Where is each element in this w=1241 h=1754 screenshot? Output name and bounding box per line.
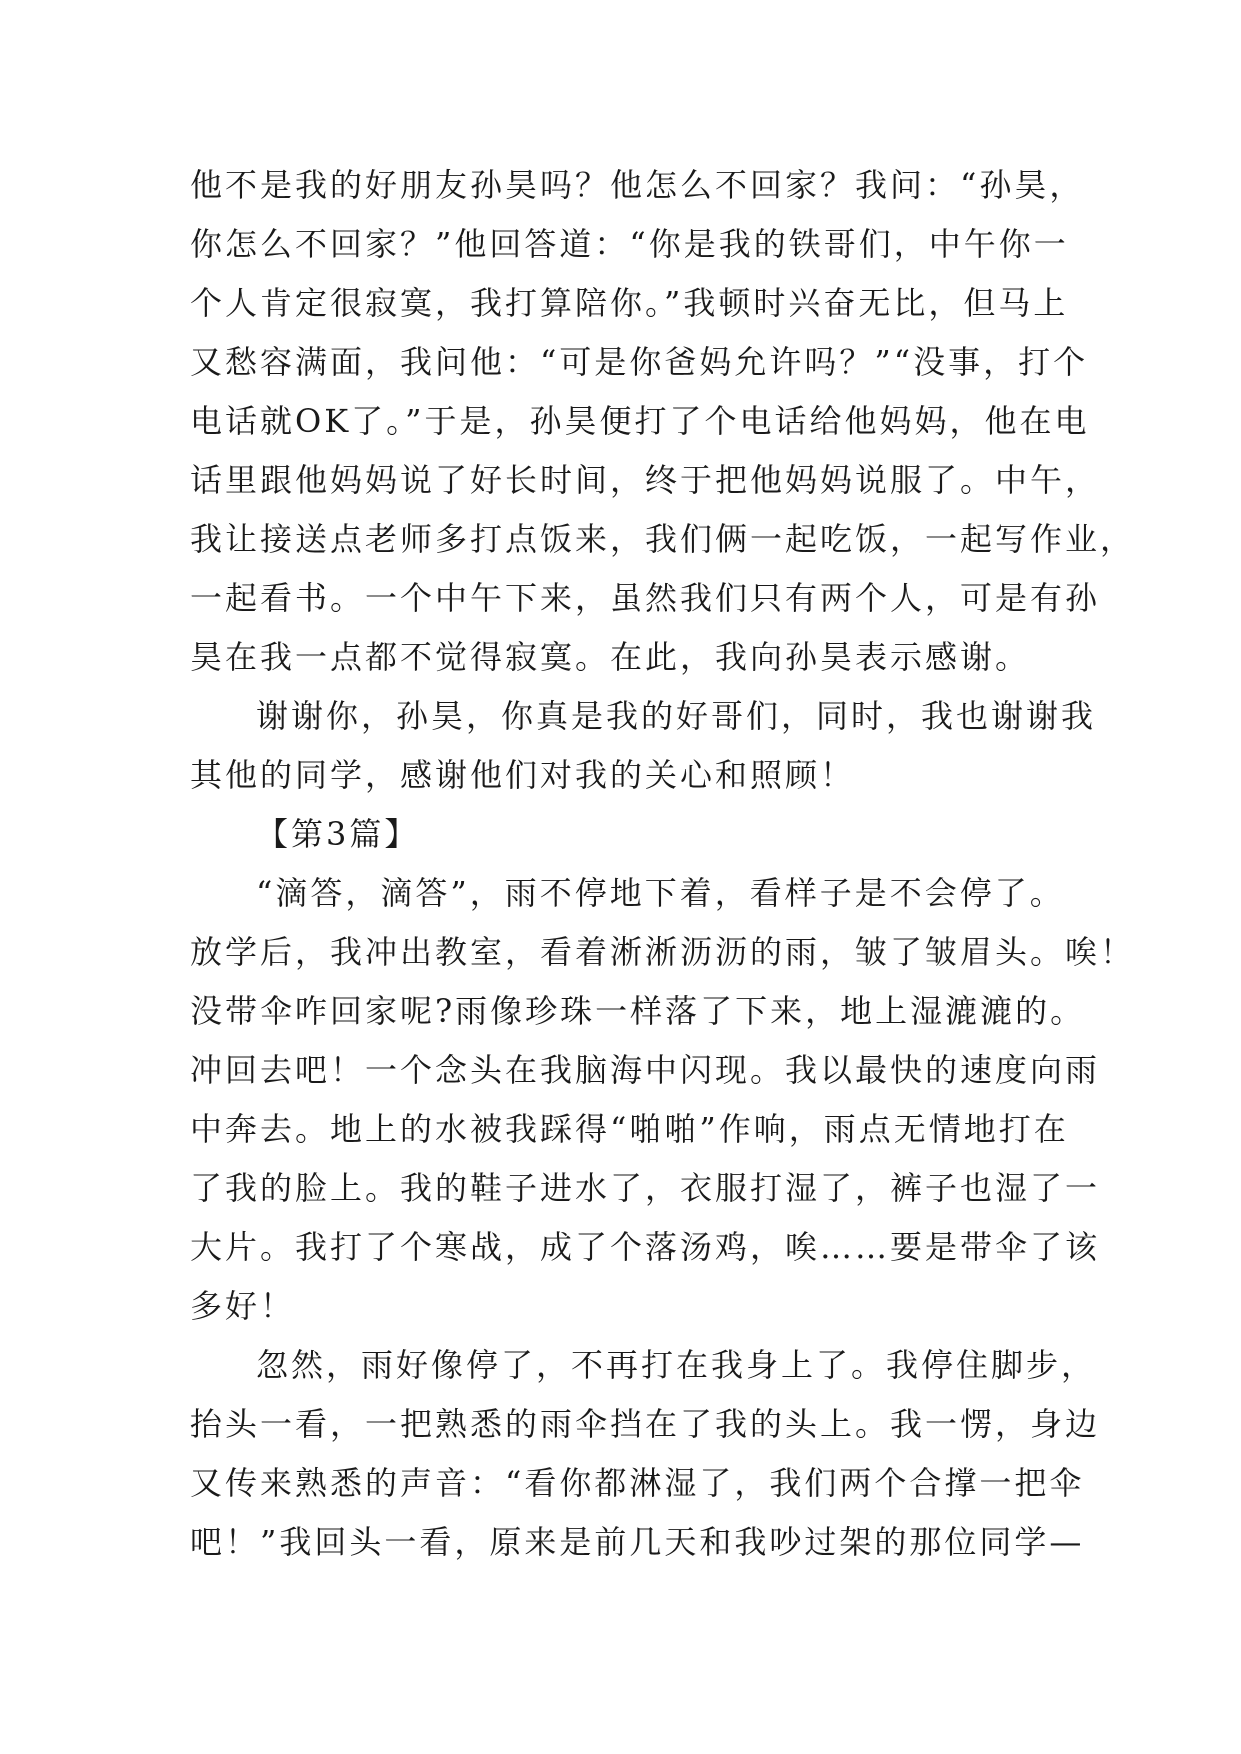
text-line: 中奔去。地上的水被我踩得“啪啪”作响，雨点无情地打在 [190,1110,1069,1148]
text-line: 话里跟他妈妈说了好长时间，终于把他妈妈说服了。中午， [190,461,1101,499]
text-line: 忽然，雨好像停了，不再打在我身上了。我停住脚步， [256,1346,1097,1384]
section-heading: 【第3篇】 [256,815,420,853]
text-line: 放学后，我冲出教室，看着淅淅沥沥的雨，皱了皱眉头。唉！ [190,933,1136,971]
paragraph [190,864,1136,1336]
text-line: 谢谢你，孙昊，你真是我的好哥们，同时，我也谢谢我 [256,697,1097,735]
text-line: 其他的同学，感谢他们对我的关心和照顾！ [190,756,856,794]
text-line: 抬头一看，一把熟悉的雨伞挡在了我的头上。我一愣，身边 [190,1405,1101,1443]
text-line: 冲回去吧！一个念头在我脑海中闪现。我以最快的速度向雨 [190,1051,1101,1089]
text-line: 没带伞咋回家呢?雨像珍珠一样落了下来，地上湿漉漉的。 [190,992,1086,1030]
text-line: 吧！”我回头一看，原来是前几天和我吵过架的那位同学— [190,1523,1085,1561]
text-line: 又传来熟悉的声音：“看你都淋湿了，我们两个合撑一把伞 [190,1464,1085,1502]
text-line: 我让接送点老师多打点饭来，我们俩一起吃饭，一起写作业， [190,520,1136,558]
text-line: 个人肯定很寂寞，我打算陪你。”我顿时兴奋无比，但马上 [190,284,1069,322]
paragraph [190,156,1136,687]
text-line: 又愁容满面，我问他：“可是你爸妈允许吗？”“没事，打个 [190,343,1089,381]
text-line: 多好！ [190,1287,296,1325]
text-line: 大片。我打了个寒战，成了个落汤鸡，唉……要是带伞了该 [190,1228,1101,1266]
text-line: 昊在我一点都不觉得寂寞。在此，我向孙昊表示感谢。 [190,638,1031,676]
text-line: “滴答，滴答”，雨不停地下着，看样子是不会停了。 [256,874,1065,912]
text-line: 电话就OK了。”于是，孙昊便打了个电话给他妈妈，他在电 [190,402,1090,440]
document-body [190,156,1136,1572]
text-line: 一起看书。一个中午下来，虽然我们只有两个人，可是有孙 [190,579,1101,617]
text-line: 他不是我的好朋友孙昊吗？他怎么不回家？我问：“孙昊， [190,166,1085,204]
paragraph [190,687,1097,805]
text-line: 你怎么不回家？”他回答道：“你是我的铁哥们，中午你一 [190,225,1069,263]
paragraph [190,1336,1101,1572]
text-line: 了我的脸上。我的鞋子进水了，衣服打湿了，裤子也湿了一 [190,1169,1101,1207]
